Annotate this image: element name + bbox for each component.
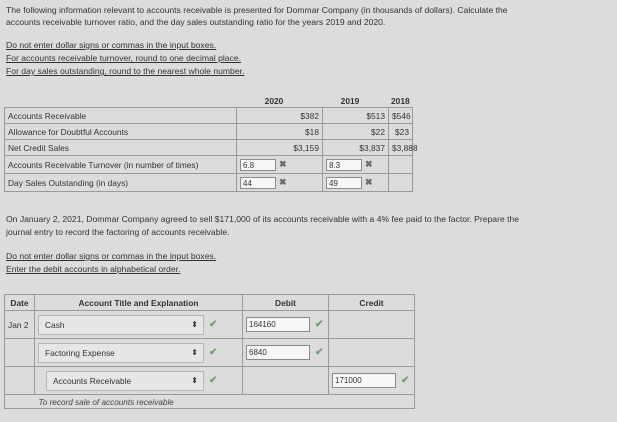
part2-text-2: journal entry to record the factoring of accounts receivable. <box>6 227 230 237</box>
correct-icon: ✔ <box>315 347 324 358</box>
ar-values-table <box>4 107 418 192</box>
credit-header: Credit <box>329 295 415 311</box>
row-dso: Day Sales Outstanding (in days) 44 ✖ 49 ✖ <box>5 174 413 192</box>
select-arrow-icon: ⬍ <box>191 375 198 385</box>
correct-icon: ✔ <box>209 347 218 358</box>
year-2019-header: 2019 <box>312 95 388 107</box>
dso-2019-input[interactable]: 49 <box>326 177 362 189</box>
year-2020-header: 2020 <box>236 95 312 107</box>
select-arrow-icon: ⬍ <box>191 319 198 329</box>
select-arrow-icon: ⬍ <box>191 347 198 357</box>
turnover-2019-input[interactable]: 8.3 <box>326 159 362 171</box>
debit-input-cash[interactable]: 164160 <box>246 317 310 332</box>
intro-text: The following information relevant to accounts receivable is presented for Dommar Company (in thousands of dollars). Calculate the <box>6 5 508 15</box>
incorrect-icon: ✖ <box>279 158 287 169</box>
date-cell: Jan 2 <box>5 311 35 339</box>
instruction-turnover-rounding: For accounts receivable turnover, round to one decimal place. <box>6 53 242 63</box>
part2-text: On January 2, 2021, Dommar Company agreed to sell $171,000 of its accounts receivable with a 4% fee paid to the factor. Prepare the <box>6 214 520 224</box>
debit-input-factoring-expense[interactable]: 6840 <box>246 345 310 360</box>
row-allowance: Allowance for Doubtful Accounts $18 $22 $23 <box>5 124 413 140</box>
row-net-credit-sales: Net Credit Sales $3,159 $3,837 $3,888 <box>5 140 413 156</box>
journal-header-row <box>5 295 415 311</box>
instruction2-no-dollar: Do not enter dollar signs or commas in the input boxes. <box>6 251 217 261</box>
row-accounts-receivable: Accounts Receivable $382 $513 $546 <box>5 108 413 124</box>
journal-entry-table <box>4 294 415 409</box>
year-2018-header: 2018 <box>388 95 412 107</box>
instruction-no-dollar: Do not enter dollar signs or commas in the input boxes. <box>6 40 217 50</box>
instruction2-alphabetical: Enter the debit accounts in alphabetical order. <box>6 264 181 274</box>
account-select-accounts-receivable[interactable]: Accounts Receivable ⬍ <box>46 371 204 391</box>
journal-row-accounts-receivable <box>5 367 415 395</box>
debit-header: Debit <box>243 295 329 311</box>
account-select-factoring-expense[interactable]: Factoring Expense ⬍ <box>38 343 204 363</box>
incorrect-icon: ✖ <box>365 158 373 169</box>
journal-row-cash <box>5 311 415 339</box>
date-header: Date <box>5 295 35 311</box>
account-select-cash[interactable]: Cash ⬍ <box>38 315 204 335</box>
intro-text-2: accounts receivable turnover ratio, and the day sales outstanding ratio for the years 2019 and 2020. <box>6 17 386 27</box>
account-header: Account Title and Explanation <box>35 295 243 311</box>
dso-2020-input[interactable]: 44 <box>240 177 276 189</box>
incorrect-icon: ✖ <box>279 176 287 187</box>
journal-note-row <box>5 395 415 409</box>
incorrect-icon: ✖ <box>365 176 373 187</box>
turnover-2020-input[interactable]: 6.8 <box>240 159 276 171</box>
journal-explanation: To record sale of accounts receivable <box>38 397 174 407</box>
correct-icon: ✔ <box>209 375 218 386</box>
credit-input-accounts-receivable[interactable]: 171000 <box>332 373 396 388</box>
correct-icon: ✔ <box>209 319 218 330</box>
instruction-dso-rounding: For day sales outstanding, round to the nearest whole number. <box>6 66 245 76</box>
row-turnover: Accounts Receivable Turnover (in number of times) 6.8 ✖ 8.3 ✖ <box>5 156 413 174</box>
correct-icon: ✔ <box>401 375 410 386</box>
correct-icon: ✔ <box>315 319 324 330</box>
journal-row-factoring-expense <box>5 339 415 367</box>
